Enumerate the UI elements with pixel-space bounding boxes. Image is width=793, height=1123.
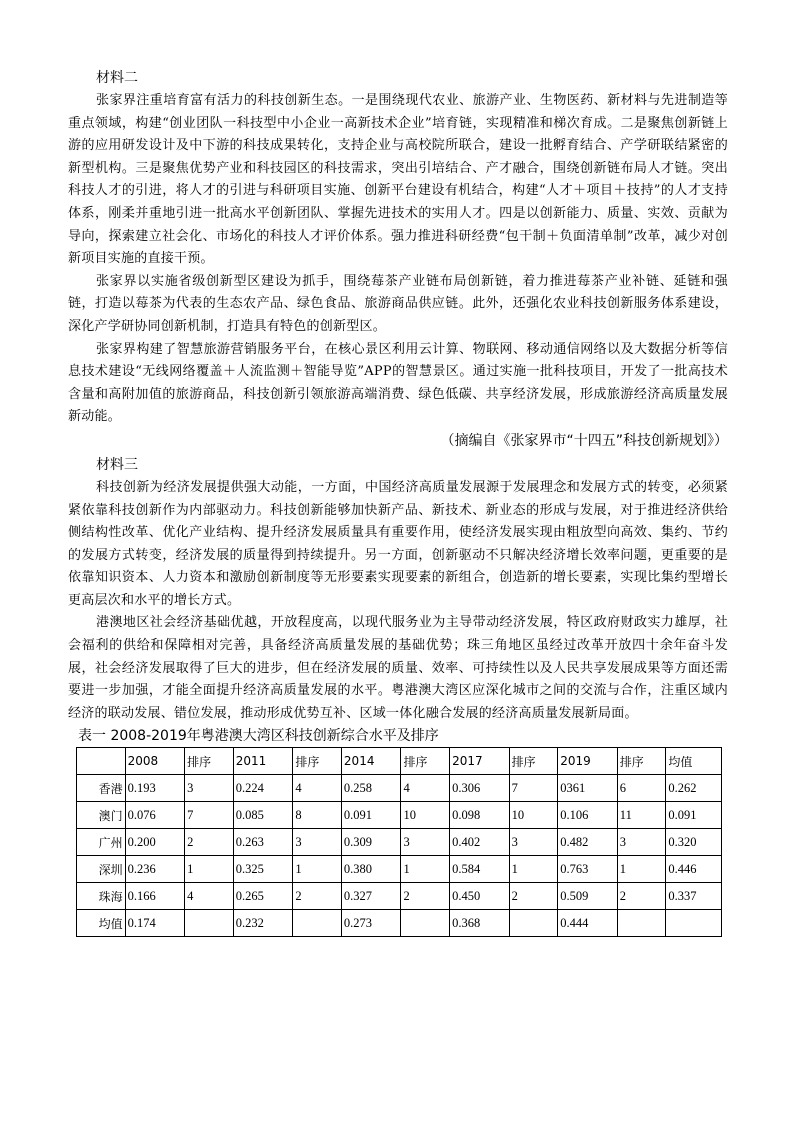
table-cell: 0.265 — [233, 883, 293, 910]
table-cell: 0.584 — [450, 856, 510, 883]
table-cell: 0.509 — [558, 883, 618, 910]
header-cell: 2019 — [558, 748, 618, 775]
table-cell: 7 — [509, 775, 558, 802]
region-cell: 深圳 — [77, 856, 126, 883]
table-cell: 0.232 — [233, 910, 293, 937]
table-cell: 0.402 — [450, 829, 510, 856]
material-3-paragraph-2: 港澳地区社会经济基础优越，开放程度高，以现代服务业为主导带动经济发展，特区政府财政实力雄厚，社会福利的供给和保障相对完善，具备经济高质量发展的基础优势；珠三角地区虽经过改革开放四十余年奋斗发展，社会经济发展取得了巨大的进步，但在经济发展的质量、效率、可持续性以及人民共享发展成果等方面还需要进一步加强，才能全面提升经济高质量发展的水平。粤港澳大湾区应深化城市之间的交流与合作，注重区域内经济的联动发展、错位发展，推动形成优势互补、区域一体化融合发展的经济高质量发展新局面。 — [68, 615, 728, 721]
material-2-source: （摘编自《张家界市“十四五”科技创新规划》） — [440, 432, 728, 449]
header-cell: 2017 — [450, 748, 510, 775]
table-row — [77, 775, 722, 802]
table-cell: 0.337 — [666, 883, 722, 910]
table-cell: 11 — [617, 802, 666, 829]
table-cell: 4 — [293, 775, 342, 802]
region-cell: 广州 — [77, 829, 126, 856]
header-cell: 均值 — [666, 748, 722, 775]
document-page — [68, 66, 728, 937]
header-cell: 排序 — [185, 748, 234, 775]
table-cell: 2 — [293, 883, 342, 910]
table-cell: 7 — [185, 802, 234, 829]
table-header-row — [77, 748, 722, 775]
table-row — [77, 883, 722, 910]
table-cell: 2 — [185, 829, 234, 856]
table-cell: 2 — [401, 883, 450, 910]
table-cell: 0.174 — [125, 910, 185, 937]
table-cell: 1 — [509, 856, 558, 883]
table-cell — [509, 910, 558, 937]
header-cell: 2011 — [233, 748, 293, 775]
table-row — [77, 829, 722, 856]
table-cell: 6 — [617, 775, 666, 802]
table-cell: 0.309 — [341, 829, 401, 856]
table-cell — [293, 910, 342, 937]
table-row — [77, 856, 722, 883]
table-caption: 表一 2008-2019年粤港澳大湾区科技创新综合水平及排序 — [78, 728, 439, 745]
table-cell: 4 — [185, 883, 234, 910]
region-cell: 珠海 — [77, 883, 126, 910]
table-cell — [185, 910, 234, 937]
table-cell: 0.450 — [450, 883, 510, 910]
table-cell: 0.380 — [341, 856, 401, 883]
table-cell: 0.236 — [125, 856, 185, 883]
table-cell: 0.200 — [125, 829, 185, 856]
header-cell: 排序 — [401, 748, 450, 775]
table-cell: 0.166 — [125, 883, 185, 910]
table-cell: 3 — [401, 829, 450, 856]
table-cell — [617, 910, 666, 937]
table-cell: 1 — [293, 856, 342, 883]
header-cell: 排序 — [509, 748, 558, 775]
table-cell: 0.327 — [341, 883, 401, 910]
header-cell: 2014 — [341, 748, 401, 775]
material-2-paragraph-3: 张家界构建了智慧旅游营销服务平台，在核心景区利用云计算、物联网、移动通信网络以及大数据分析等信息技术建设“无线网络覆盖＋人流监测＋智能导览”APP的智慧景区。通过实施一批科技项目，开发了一批高技术含量和高附加值的旅游商品，科技创新引领旅游高端消费、绿色低碳、共享经济发展，形成旅游经济高质量发展新动能。 — [68, 341, 728, 425]
table-cell: 2 — [509, 883, 558, 910]
region-cell: 均值 — [77, 910, 126, 937]
table-cell: 3 — [185, 775, 234, 802]
table-cell: 4 — [401, 775, 450, 802]
table-cell: 3 — [293, 829, 342, 856]
table-cell: 0.306 — [450, 775, 510, 802]
innovation-ranking-table — [76, 747, 722, 937]
table-cell: 0.263 — [233, 829, 293, 856]
table-cell: 0.763 — [558, 856, 618, 883]
table-cell: 3 — [509, 829, 558, 856]
table-cell: 0.446 — [666, 856, 722, 883]
table-cell: 0.368 — [450, 910, 510, 937]
region-cell: 澳门 — [77, 802, 126, 829]
table-cell: 0.098 — [450, 802, 510, 829]
material-2-paragraph-2: 张家界以实施省级创新型区建设为抓手，围绕莓茶产业链布局创新链，着力推进莓茶产业补链、延链和强链，打造以莓茶为代表的生态农产品、绿色食品、旅游商品供应链。此外，还强化农业科技创新服务体系建设，深化产学研协同创新机制，打造具有特色的创新型区。 — [68, 273, 728, 334]
table-cell: 0.444 — [558, 910, 618, 937]
material-2-heading: 材料二 — [96, 70, 138, 86]
table-cell: 8 — [293, 802, 342, 829]
table-cell: 10 — [509, 802, 558, 829]
table-cell: 0.482 — [558, 829, 618, 856]
header-cell: 2008 — [125, 748, 185, 775]
header-cell: 排序 — [617, 748, 666, 775]
table-cell: 0.224 — [233, 775, 293, 802]
table-cell: 0361 — [558, 775, 618, 802]
material-3-heading: 材料三 — [96, 456, 138, 473]
header-cell — [77, 748, 126, 775]
table-row — [77, 910, 722, 937]
table-cell: 3 — [617, 829, 666, 856]
table-cell — [666, 910, 722, 937]
table-cell: 0.076 — [125, 802, 185, 829]
table-cell: 0.325 — [233, 856, 293, 883]
table-cell: 0.320 — [666, 829, 722, 856]
material-3-paragraph-1: 科技创新为经济发展提供强大动能，一方面，中国经济高质量发展源于发展理念和发展方式的转变，必须紧紧依靠科技创新作为内部驱动力。科技创新能够加快新产品、新技术、新业态的形成与发展，对于推进经济供给侧结构性改革、优化产业结构、提升经济发展质量具有重要作用，使经济发展实现由粗放型向高效、集约、节约的发展方式转变，经济发展的质量得到持续提升。另一方面，创新驱动不只解决经济增长效率问题，更重要的是依靠知识资本、人力资本和激励创新制度等无形要素实现要素的新组合，创造新的增长要素，实现比集约型增长更高层次和水平的增长方式。 — [68, 479, 728, 608]
table-cell: 10 — [401, 802, 450, 829]
table-cell: 0.273 — [341, 910, 401, 937]
table-cell: 0.193 — [125, 775, 185, 802]
table-cell: 0.091 — [341, 802, 401, 829]
table-cell: 1 — [617, 856, 666, 883]
table-cell: 0.091 — [666, 802, 722, 829]
table-cell: 0.085 — [233, 802, 293, 829]
table-cell: 1 — [401, 856, 450, 883]
material-2-paragraph-1: 张家界注重培育富有活力的科技创新生态。一是围绕现代农业、旅游产业、生物医药、新材料与先进制造等重点领域，构建“创业团队一科技型中小企业一高新技术企业”培育链，实现精准和梯次育成。二是聚焦创新链上游的应用研发设计及中下游的科技成果转化，支持企业与高校院所联合，建设一批孵育结合、产学研联结紧密的新型机构。三是聚焦优势产业和科技园区的科技需求，突出引培结合、产才融合，围绕创新链布局人才链。突出科技人才的引进，将人才的引进与科研项目实施、创新平台建设有机结合，构建“人才＋项目＋技持”的人才支持体系，刚柔并重地引进一批高水平创新团队、掌握先进技术的实用人才。四是以创新能力、质量、实效、贡献为导向，探索建立社会化、市场化的科技人才评价体系。强力推进科研经费“包干制＋负面清单制”改革，减少对创新项目实施的直接干预。 — [68, 93, 728, 267]
table-cell — [401, 910, 450, 937]
table-cell: 0.262 — [666, 775, 722, 802]
table-cell: 0.258 — [341, 775, 401, 802]
table-cell: 2 — [617, 883, 666, 910]
table-cell: 1 — [185, 856, 234, 883]
table-cell: 0.106 — [558, 802, 618, 829]
header-cell: 排序 — [293, 748, 342, 775]
table-row — [77, 802, 722, 829]
region-cell: 香港 — [77, 775, 126, 802]
